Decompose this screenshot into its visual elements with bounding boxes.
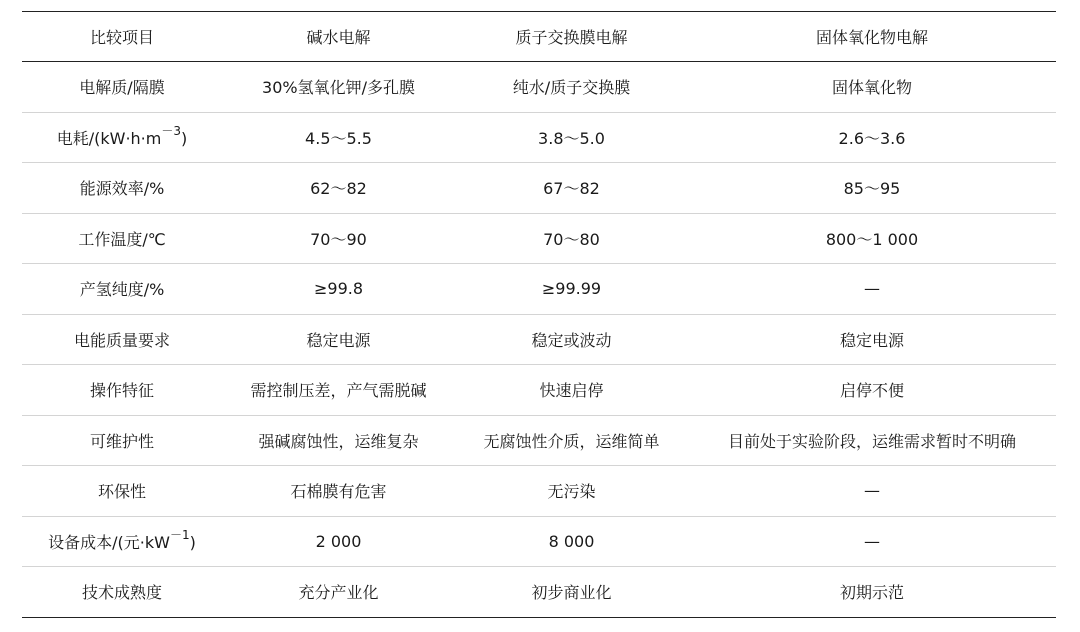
table-row bbox=[22, 466, 1056, 517]
cell-solid-oxide: — bbox=[688, 264, 1056, 315]
cell-pem: 3.8～5.0 bbox=[455, 112, 688, 163]
cell-solid-oxide: 2.6～3.6 bbox=[688, 112, 1056, 163]
comparison-table-container bbox=[22, 11, 1056, 618]
row-label-superscript: －1 bbox=[169, 528, 190, 543]
table-row bbox=[22, 62, 1056, 113]
row-label-superscript: －3 bbox=[161, 124, 181, 139]
table-body bbox=[22, 62, 1056, 618]
row-label: 可维护性 bbox=[22, 415, 222, 466]
cell-alkaline: 4.5～5.5 bbox=[222, 112, 455, 163]
cell-pem: 无污染 bbox=[455, 466, 688, 517]
cell-solid-oxide: 85～95 bbox=[688, 163, 1056, 214]
cell-solid-oxide: 稳定电源 bbox=[688, 314, 1056, 365]
cell-pem: 纯水/质子交换膜 bbox=[455, 62, 688, 113]
row-label: 能源效率/% bbox=[22, 163, 222, 214]
cell-pem: 初步商业化 bbox=[455, 567, 688, 618]
row-label bbox=[22, 516, 222, 567]
cell-alkaline: 30%氢氧化钾/多孔膜 bbox=[222, 62, 455, 113]
cell-solid-oxide: 启停不便 bbox=[688, 365, 1056, 416]
row-label-text: 设备成本/(元·kW bbox=[48, 532, 170, 552]
header-cell-alkaline: 碱水电解 bbox=[222, 12, 455, 62]
cell-pem: 稳定或波动 bbox=[455, 314, 688, 365]
cell-alkaline: 充分产业化 bbox=[222, 567, 455, 618]
row-label: 环保性 bbox=[22, 466, 222, 517]
cell-alkaline: 62～82 bbox=[222, 163, 455, 214]
table-row bbox=[22, 112, 1056, 163]
row-label: 操作特征 bbox=[22, 365, 222, 416]
header-cell-solid-oxide: 固体氧化物电解 bbox=[688, 12, 1056, 62]
cell-alkaline: 70～90 bbox=[222, 213, 455, 264]
cell-solid-oxide: 目前处于实验阶段，运维需求暂时不明确 bbox=[688, 415, 1056, 466]
row-label-tail: ) bbox=[181, 128, 188, 148]
header-row bbox=[22, 12, 1056, 62]
cell-solid-oxide: — bbox=[688, 516, 1056, 567]
row-label: 电解质/隔膜 bbox=[22, 62, 222, 113]
cell-pem: ≥99.99 bbox=[455, 264, 688, 315]
table-row bbox=[22, 365, 1056, 416]
table-row bbox=[22, 567, 1056, 618]
table-row bbox=[22, 314, 1056, 365]
row-label: 产氢纯度/% bbox=[22, 264, 222, 315]
header-cell-pem: 质子交换膜电解 bbox=[455, 12, 688, 62]
cell-alkaline: 稳定电源 bbox=[222, 314, 455, 365]
row-label: 电能质量要求 bbox=[22, 314, 222, 365]
row-label-tail: ) bbox=[189, 532, 196, 552]
row-label bbox=[22, 112, 222, 163]
row-label: 技术成熟度 bbox=[22, 567, 222, 618]
table-row bbox=[22, 163, 1056, 214]
cell-alkaline: 2 000 bbox=[222, 516, 455, 567]
table-header bbox=[22, 12, 1056, 62]
row-label-text: 电耗/(kW·h·m bbox=[56, 128, 162, 148]
cell-pem: 快速启停 bbox=[455, 365, 688, 416]
cell-pem: 70～80 bbox=[455, 213, 688, 264]
cell-pem: 无腐蚀性介质，运维简单 bbox=[455, 415, 688, 466]
cell-alkaline: 需控制压差，产气需脱碱 bbox=[222, 365, 455, 416]
cell-solid-oxide: — bbox=[688, 466, 1056, 517]
table-row bbox=[22, 415, 1056, 466]
cell-alkaline: 强碱腐蚀性，运维复杂 bbox=[222, 415, 455, 466]
cell-solid-oxide: 初期示范 bbox=[688, 567, 1056, 618]
table-row bbox=[22, 213, 1056, 264]
header-cell-item: 比较项目 bbox=[22, 12, 222, 62]
electrolysis-comparison-table bbox=[22, 11, 1056, 618]
cell-alkaline: ≥99.8 bbox=[222, 264, 455, 315]
table-row bbox=[22, 264, 1056, 315]
cell-pem: 67～82 bbox=[455, 163, 688, 214]
table-row bbox=[22, 516, 1056, 567]
cell-solid-oxide: 固体氧化物 bbox=[688, 62, 1056, 113]
cell-pem: 8 000 bbox=[455, 516, 688, 567]
cell-solid-oxide: 800～1 000 bbox=[688, 213, 1056, 264]
cell-alkaline: 石棉膜有危害 bbox=[222, 466, 455, 517]
row-label: 工作温度/℃ bbox=[22, 213, 222, 264]
